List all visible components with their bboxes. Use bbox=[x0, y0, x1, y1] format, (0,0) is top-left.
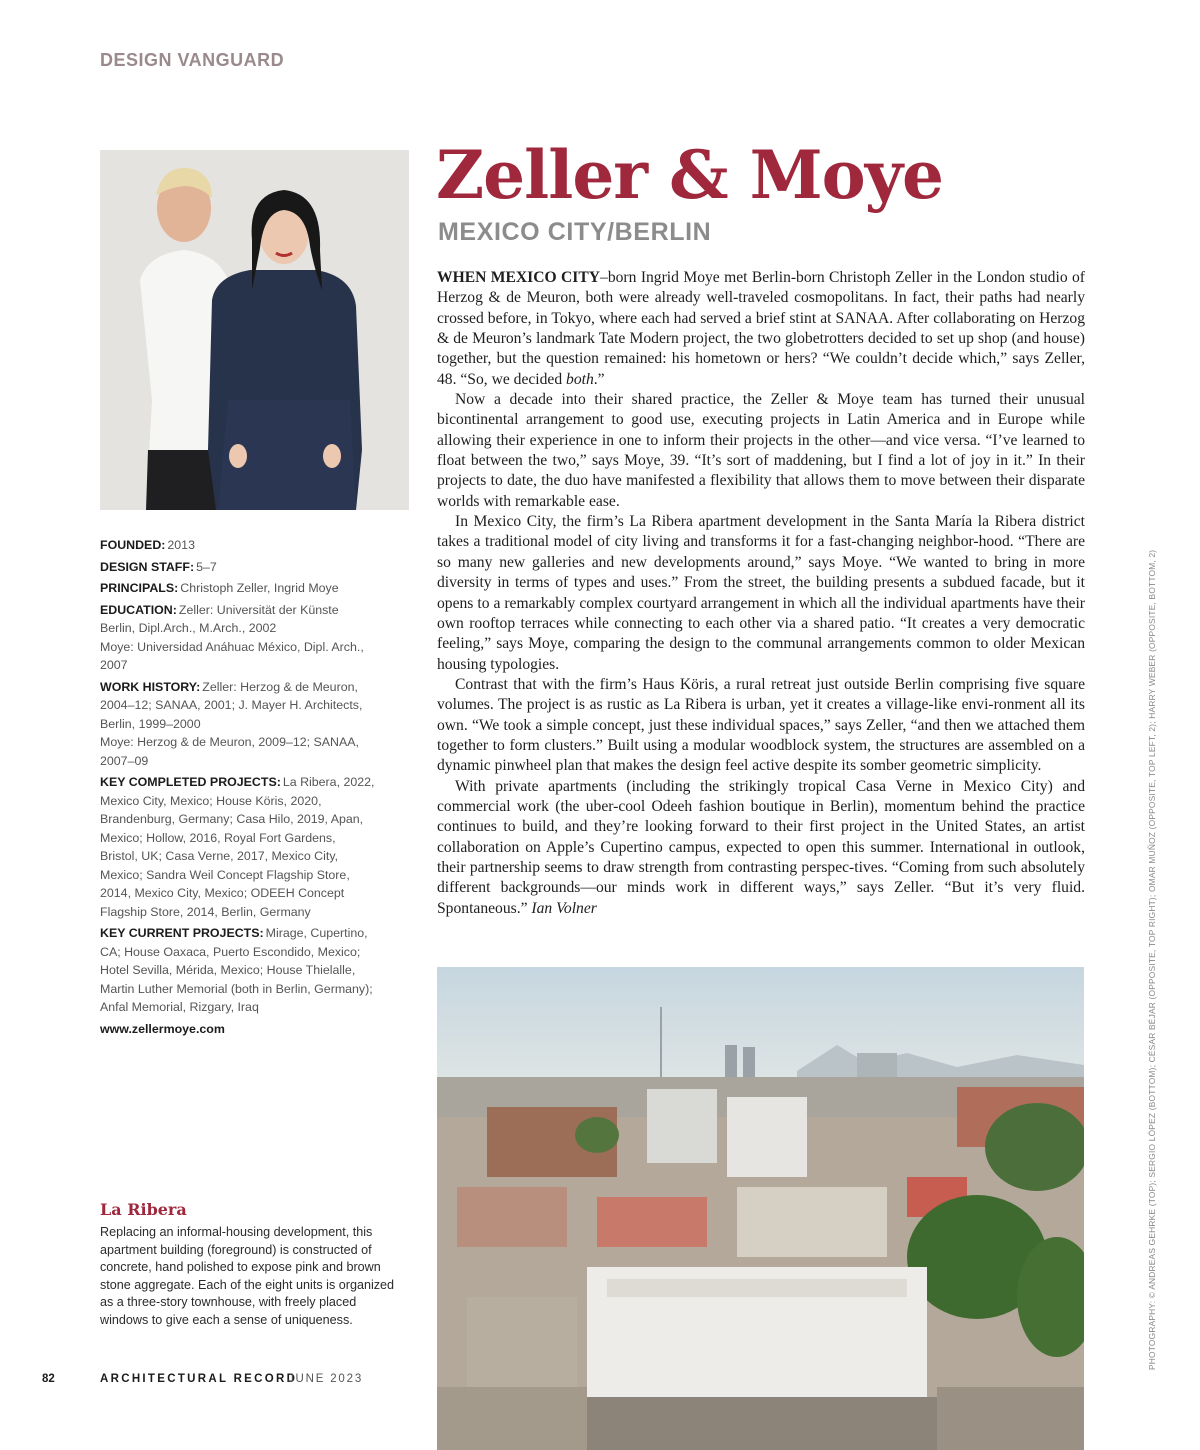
page-title: Zeller & Moye bbox=[436, 136, 944, 214]
fact-key-current-projects bbox=[100, 924, 375, 1017]
magazine-name: ARCHITECTURAL RECORD bbox=[100, 1373, 298, 1385]
firm-fact-sheet bbox=[100, 536, 375, 1041]
website-link[interactable]: www.zellermoye.com bbox=[100, 1021, 225, 1036]
fact-founded bbox=[100, 536, 375, 555]
caption-text: Replacing an informal-housing development, this apartment building (foreground) is constructed of concrete, hand polished to expose pink and brown stone aggregate. Each of the eight units is organized as a three-story townhouse, with freely placed windows to give each a sense of uniqueness. bbox=[100, 1225, 395, 1327]
fact-label: FOUNDED: bbox=[100, 538, 166, 552]
fact-website bbox=[100, 1020, 375, 1039]
fact-key-completed-projects bbox=[100, 773, 375, 921]
fact-education bbox=[100, 601, 375, 675]
article-lead-in: WHEN MEXICO CITY bbox=[437, 269, 601, 286]
photo-credit: PHOTOGRAPHY: © ANDREAS GEHRKE (TOP); SERGIO LÓPEZ (BOTTOM); CÉSAR BÉJAR (OPPOSITE, TOP RIGHT); OMAR MUÑOZ (OPPOSITE, TOP LEFT, 2); HARRY WEBER (OPPOSITE, BOTTOM, 2) bbox=[1147, 549, 1157, 1370]
fact-value: La Ribera, 2022, Mexico City, Mexico; House Köris, 2020, Brandenburg, Germany; Casa Hilo, 2019, Apan, Mexico; Hollow, 2016, Royal Fort Gardens, Bristol, UK; Casa Verne, 2017, Mexico City, Mexico; Sandra Weil Concept Flagship Store, 2014, Mexico City, Mexico; ODEEH Concept Flagship Store, 2014, Berlin, Germany bbox=[100, 775, 375, 919]
fact-value: Zeller: Universität der Künste Berlin, Dipl.Arch., M.Arch., 2002 bbox=[100, 602, 339, 635]
fact-design-staff bbox=[100, 558, 375, 577]
section-label: DESIGN VANGUARD bbox=[100, 50, 285, 70]
article-paragraph-end: .” bbox=[593, 370, 605, 388]
issue-date: JUNE 2023 bbox=[288, 1373, 364, 1385]
article-paragraph-text: With private apartments (including the strikingly tropical Casa Verne in Mexico City) and commercial work (the uber-cool Odeeh fashion boutique in Berlin), momentum behind the practice continues to build, and they’re looking forward to their first project in the United States, an artist collaboration on Apple’s Cupertino campus, expected to open this summer. International in outlook, their partnership seems to draw strength from contrasting perspec-tives. “Coming from such absolutely different backgrounds—our minds work in different ways,” says Zeller. “But it’s very fluid. Spontaneous.” bbox=[437, 777, 1085, 917]
fact-label: PRINCIPALS: bbox=[100, 581, 179, 595]
principals-portrait-photo bbox=[100, 150, 409, 510]
fact-label: DESIGN STAFF: bbox=[100, 559, 195, 574]
article-author: Ian Volner bbox=[531, 899, 597, 917]
article-paragraph: Now a decade into their shared practice, the Zeller & Moye team has turned their unusual bicontinental arrangement to good use, executing projects in Latin America and in Europe while allowing their experience in one to inform their projects in the other—and vice versa. “I’ve learned to float between the two,” says Moye, 39. “It’s sort of maddening, but I find a lot of joy in it.” In their projects to date, the duo have manifested a flexibility that allows them to move between their disparate worlds with remarkable ease. bbox=[437, 391, 1085, 510]
fact-label: KEY COMPLETED PROJECTS: bbox=[100, 775, 281, 789]
fact-value: Zeller: Herzog & de Meuron, 2004–12; SANAA, 2001; J. Mayer H. Architects, Berlin, 1999–2000 bbox=[100, 679, 363, 731]
fact-value-2: Moye: Universidad Anáhuac México, Dipl. Arch., 2007 bbox=[100, 639, 364, 672]
fact-value: Christoph Zeller, Ingrid Moye bbox=[180, 581, 339, 595]
page-footer bbox=[0, 1373, 420, 1389]
fact-value: 2013 bbox=[167, 538, 195, 552]
article-body bbox=[437, 268, 1085, 919]
page-number: 82 bbox=[42, 1373, 55, 1385]
fact-value: 5–7 bbox=[196, 559, 217, 574]
article-paragraph bbox=[437, 777, 1085, 919]
fact-label: WORK HISTORY: bbox=[100, 679, 201, 694]
fact-value: Mirage, Cupertino, CA; House Oaxaca, Puerto Escondido, Mexico; Hotel Sevilla, Mérida, Mexico; House Thielalle, Martin Luther Memorial (both in Berlin, Germany); Anfal Memorial, Rizgary, Iraq bbox=[100, 926, 373, 1014]
caption-title: La Ribera bbox=[100, 1200, 187, 1219]
fact-value-2: Moye: Herzog & de Meuron, 2009–12; SANAA, 2007–09 bbox=[100, 735, 359, 768]
article-paragraph: Contrast that with the firm’s Haus Köris, a rural retreat just outside Berlin comprising five square volumes. The project is as rustic as La Ribera is urban, yet it creates a village-like envi-ronment all its own. “We took a simple concept, just these individual spaces,” says Zeller, “and then we attached them together to form clusters.” Built using a modular woodblock system, the structures are assembled on a dynamic pinwheel plan that makes the design feel active despite its somber geometric simplicity. bbox=[437, 675, 1085, 775]
fact-principals bbox=[100, 579, 375, 598]
article-paragraph-text: –born Ingrid Moye met Berlin-born Christoph Zeller in the London studio of Herzog & de Meuron, both were already well-traveled cosmopolitans. In fact, their paths had nearly crossed before, in Tokyo, where each had served a brief stint at SANAA. After collaborating on Herzog & de Meuron’s landmark Tate Modern project, the two globetrotters decided to set up shop (and house) together, but the question remained: his hometown or hers? “We couldn’t decide which,” says Zeller, 48. “So, we decided bbox=[437, 269, 1086, 388]
article-paragraph bbox=[437, 268, 1085, 390]
la-ribera-aerial-photo bbox=[437, 967, 1084, 1450]
fact-work-history bbox=[100, 678, 375, 771]
article-emphasis: both bbox=[566, 370, 594, 388]
fact-label: EDUCATION: bbox=[100, 602, 177, 617]
page-subtitle-location: MEXICO CITY/BERLIN bbox=[438, 218, 712, 246]
fact-label: KEY CURRENT PROJECTS: bbox=[100, 926, 264, 940]
article-paragraph: In Mexico City, the firm’s La Ribera apartment development in the Santa María la Ribera district takes a traditional model of city living and transforms it for a fast-changing neighbor-hood. “There are so many new galleries and new developments around,” says Moye. “We wanted to bring in more diversity in terms of types and uses.” From the street, the building presents a subdued facade, but it opens to a remarkably complex courtyard arrangement in which all the individual apartments have their own rooftop terraces while connecting to each other via a shared patio. “It creates a very democratic feeling,” says Moye, comparing the design to the communal arrangements common to older Mexican housing typologies. bbox=[437, 513, 1085, 673]
